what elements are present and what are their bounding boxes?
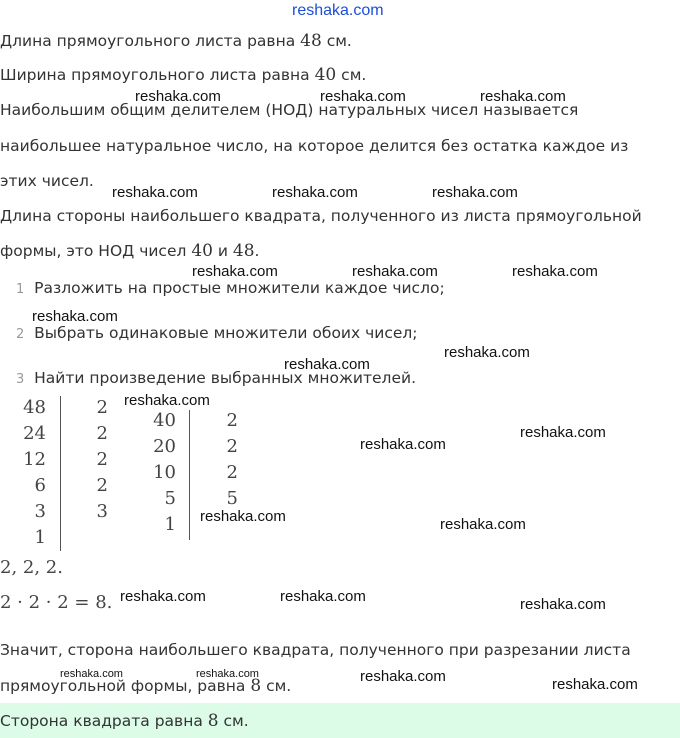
watermark: reshaka.com: [552, 676, 638, 693]
watermark: reshaka.com: [320, 88, 406, 105]
header-watermark[interactable]: reshaka.com: [292, 2, 384, 19]
divider-line: [189, 410, 190, 540]
watermark: reshaka.com: [360, 668, 446, 685]
product-equation: 2 · 2 · 2 = 8.: [0, 592, 113, 613]
watermark: reshaka.com: [272, 184, 358, 201]
gcd-definition-3: этих чисел.: [0, 172, 94, 190]
divider-line: [60, 396, 61, 551]
watermark: reshaka.com: [280, 588, 366, 605]
answer-box: [0, 703, 680, 738]
watermark: reshaka.com: [440, 516, 526, 533]
factor-cell: 24: [23, 423, 46, 444]
factor-cell: 1: [164, 514, 176, 535]
factor-cell: 3: [96, 501, 108, 522]
factor-cell: 12: [23, 449, 46, 470]
gcd-definition-1: Наибольшим общим делителем (НОД) натуральных чисел называется: [0, 101, 579, 119]
factor-cell: 2: [96, 449, 108, 470]
watermark: reshaka.com: [432, 184, 518, 201]
factor-cell: 2: [226, 410, 238, 431]
watermark: reshaka.com: [120, 588, 206, 605]
factor-cell: 1: [34, 527, 46, 548]
conclusion-1: Значит, сторона наибольшего квадрата, полученного при разрезании листа: [0, 641, 631, 659]
factor-cell: 6: [34, 475, 46, 496]
factor-cell: 48: [23, 397, 46, 418]
watermark: reshaka.com: [192, 263, 278, 280]
watermark: reshaka.com: [512, 263, 598, 280]
watermark: reshaka.com: [284, 356, 370, 373]
length-text: Длина прямоугольного листа равна 48 см.: [0, 31, 352, 51]
gcd-definition-2: наибольшее натуральное число, на которое делится без остатка каждое из: [0, 137, 629, 155]
watermark: reshaka.com: [60, 668, 123, 680]
factor-cell: 2: [226, 436, 238, 457]
factor-cell: 10: [153, 462, 176, 483]
step-3: 3 Найти произведение выбранных множителей.: [16, 369, 416, 387]
factor-cell: 2: [96, 423, 108, 444]
watermark: reshaka.com: [352, 263, 438, 280]
side-length-2: формы, это НОД чисел 40 и 48.: [0, 241, 260, 261]
factor-cell: 2: [96, 397, 108, 418]
conclusion-2: прямоугольной формы, равна 8 см.: [0, 676, 292, 696]
factor-cell: 2: [96, 475, 108, 496]
watermark: reshaka.com: [360, 436, 446, 453]
watermark: reshaka.com: [135, 88, 221, 105]
factor-cell: 5: [164, 488, 176, 509]
factor-cell: 20: [153, 436, 176, 457]
width-text: Ширина прямоугольного листа равна 40 см.: [0, 65, 367, 85]
side-length-1: Длина стороны наибольшего квадрата, полученного из листа прямоугольной: [0, 207, 642, 225]
factor-cell: 2: [226, 462, 238, 483]
factor-cell: 3: [34, 501, 46, 522]
watermark: reshaka.com: [124, 392, 210, 409]
watermark: reshaka.com: [112, 184, 198, 201]
watermark: reshaka.com: [520, 596, 606, 613]
step-2: 2 Выбрать одинаковые множители обоих чисел;: [16, 324, 418, 342]
watermark: reshaka.com: [520, 424, 606, 441]
watermark: reshaka.com: [444, 344, 530, 361]
watermark: reshaka.com: [200, 508, 286, 525]
step-1: 1 Разложить на простые множители каждое число;: [16, 279, 445, 297]
factor-cell: 5: [226, 488, 238, 509]
factor-cell: 40: [153, 410, 176, 431]
watermark: reshaka.com: [196, 668, 259, 680]
watermark: reshaka.com: [32, 308, 118, 325]
common-factors: 2, 2, 2.: [0, 557, 63, 578]
answer-text: Сторона квадрата равна 8 см.: [0, 711, 249, 731]
watermark: reshaka.com: [480, 88, 566, 105]
